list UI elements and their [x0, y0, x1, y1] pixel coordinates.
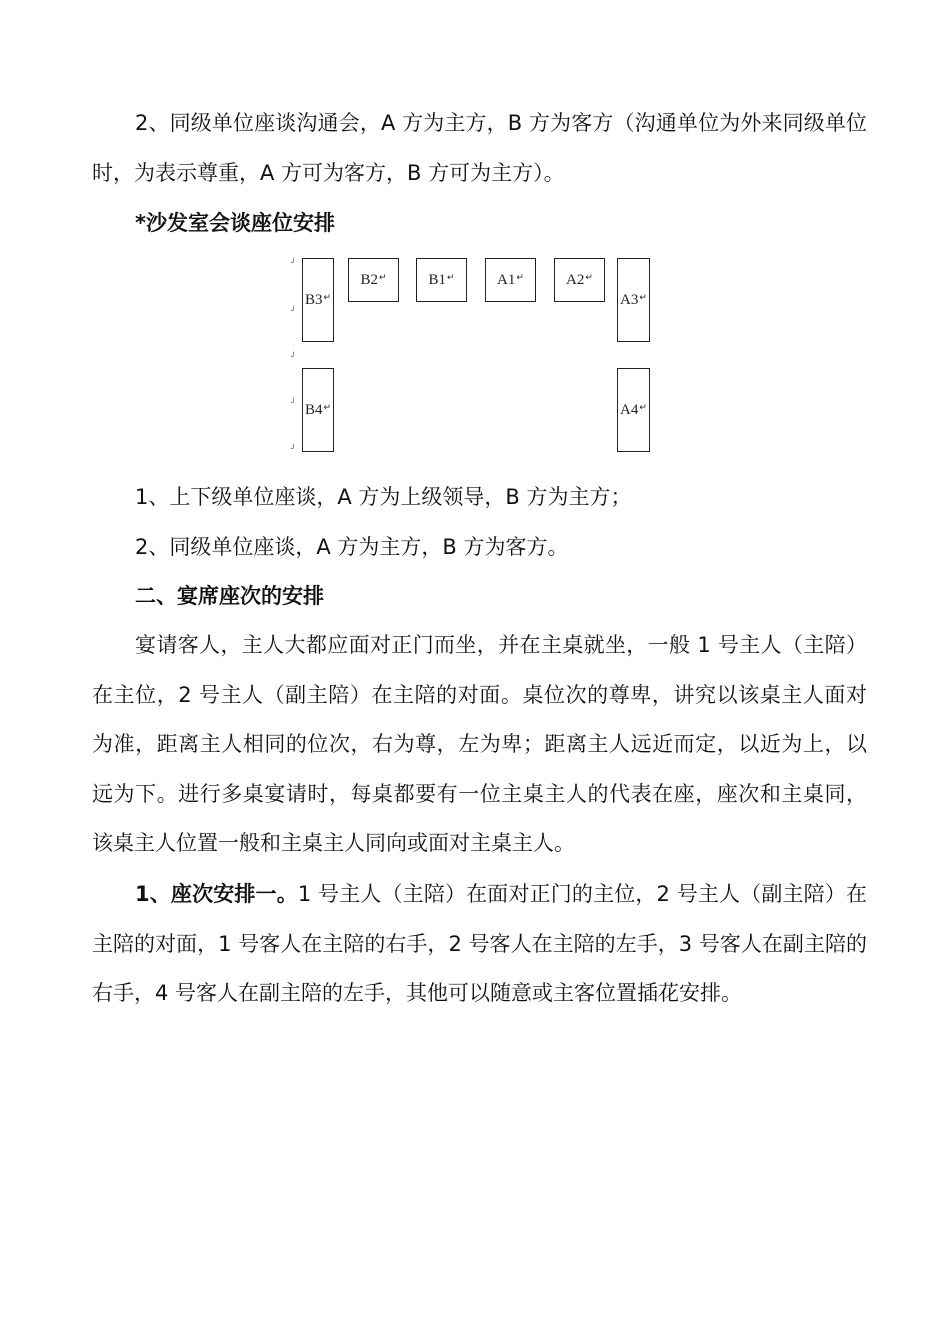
- paragraph-seating-arrangement-one: [92, 870, 867, 1019]
- margin-mark: ┘: [291, 306, 296, 315]
- seat-label: A4: [620, 401, 639, 418]
- note-superior-subordinate: 1、上下级单位座谈，A 方为上级领导，B 方为主方；: [135, 485, 632, 509]
- seat-a4: [617, 368, 650, 452]
- seat-a2: [554, 258, 605, 302]
- seat-a1: [485, 258, 536, 302]
- sofa-room-heading: *沙发室会谈座位安排: [135, 211, 335, 235]
- seat-a3: [617, 258, 650, 342]
- seat-label: A3: [620, 291, 639, 308]
- seat-label: B3: [304, 291, 323, 308]
- return-mark-icon: ↵: [639, 291, 647, 302]
- seat-b1: [416, 258, 467, 302]
- seat-b2: [348, 258, 399, 302]
- paragraph-peer-meeting: 2、同级单位座谈沟通会，A 方为主方，B 方为客方（沟通单位为外来同级单位时，为表示尊重，A 方可为客方，B 方可为主方）。: [92, 111, 867, 185]
- margin-mark: ┘: [291, 444, 296, 453]
- arrangement-text: 1 号主人（主陪）在面对正门的主位，2 号主人（副主陪）在主陪的对面，1 号客人在主陪的右手，2 号客人在主陪的左手，3 号客人在副主陪的右手，4 号客人在副主陪的左手，其他可以随意或主客位置插花安排。: [92, 882, 867, 1006]
- margin-mark: ┘: [291, 258, 296, 267]
- section-title-banquet: 二、宴席座次的安排: [135, 584, 324, 608]
- return-mark-icon: ↵: [323, 401, 332, 412]
- seat-label: A1: [497, 271, 516, 288]
- seat-label: B4: [304, 401, 323, 418]
- return-mark-icon: ↵: [639, 401, 647, 412]
- paragraph-banquet-seating: 宴请客人，主人大都应面对正门而坐，并在主桌就坐，一般 1 号主人（主陪）在主位，2 号主人（副主陪）在主陪的对面。桌位次的尊卑，讲究以该桌主人面对为准，距离主人相同的位次，右为尊，左为卑；距离主人远近而定，以近为上，以远为下。进行多桌宴请时，每桌都要有一位主桌主人的代表在座，座次和主桌同，该桌主人位置一般和主桌主人同向或面对主桌主人。: [92, 633, 867, 856]
- seat-label: B2: [360, 271, 378, 288]
- note-peer-units: 2、同级单位座谈，A 方为主方，B 方为客方。: [135, 535, 569, 559]
- return-mark-icon: ↵: [585, 271, 593, 282]
- arrangement-lead: 1、座次安排一。: [135, 882, 298, 906]
- margin-mark: ┘: [291, 398, 296, 407]
- return-mark-icon: ↵: [446, 271, 455, 282]
- seat-label: A2: [566, 271, 585, 288]
- seat-b3: [302, 258, 334, 342]
- return-mark-icon: ↵: [378, 271, 387, 282]
- seat-b4: [302, 368, 334, 452]
- margin-mark: ┘: [291, 352, 296, 361]
- return-mark-icon: ↵: [516, 271, 524, 282]
- return-mark-icon: ↵: [323, 291, 332, 302]
- seat-label: B1: [428, 271, 446, 288]
